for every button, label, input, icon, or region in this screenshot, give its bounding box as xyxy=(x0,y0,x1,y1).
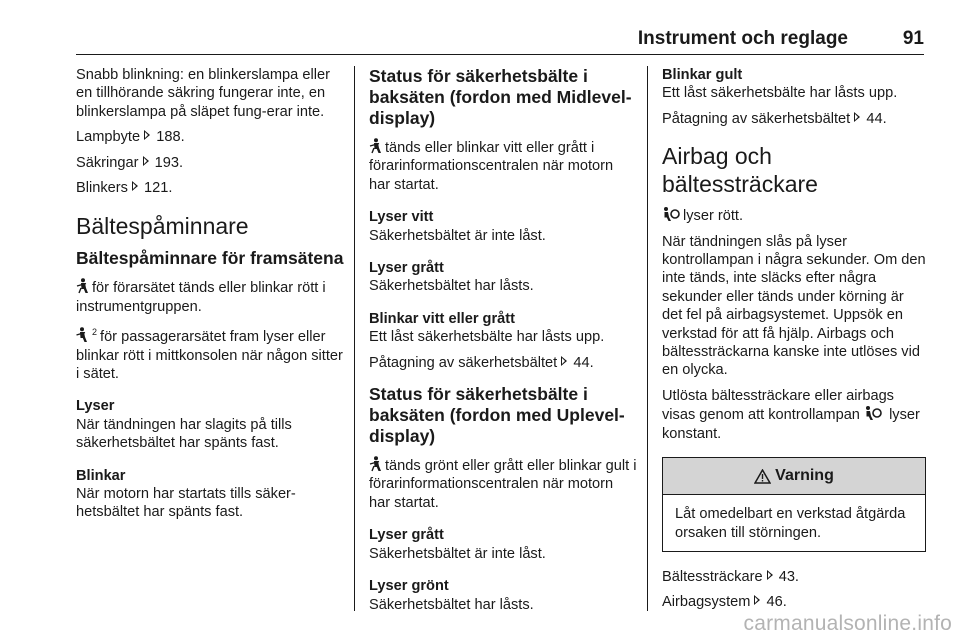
warning-body: Låt omedelbart en verkstad åtgärda orsaken till störningen. xyxy=(675,506,906,541)
subsection-heading-front-seats: Bältespåminnare för framsätena xyxy=(76,248,344,269)
xref-patagning[interactable]: Påtagning av säkerhetsbältet 44. xyxy=(662,110,887,127)
xref-blinkers[interactable]: Blinkers 121. xyxy=(76,180,173,197)
column-divider xyxy=(354,66,355,611)
label-lyser: Lyser xyxy=(76,398,115,415)
label-lyser-gratt: Lyser grått xyxy=(369,260,444,277)
paragraph-lyser: När tändningen har slagits på tills säkerhetsbältet har spänts fast. xyxy=(76,416,292,452)
warning-header xyxy=(663,458,925,495)
paragraph-lyser-rott: lyser rött. xyxy=(662,206,926,225)
cross-reference-arrow-icon xyxy=(144,130,150,140)
paragraph-passenger-seat: $^2$ för passagerarsätet fram lyser eller blinkar rött i mittkonsolen när någon sitter i sätet. xyxy=(76,327,343,382)
paragraph-driver-seat: för förarsätet tänds eller blinkar rött i instrumentgruppen. xyxy=(76,280,326,315)
cross-reference-arrow-icon xyxy=(143,156,149,166)
cross-reference-arrow-icon xyxy=(132,181,138,191)
paragraph-blinkar: När motorn har startats tills säker-hetsbältet har spänts fast. xyxy=(76,485,296,521)
warning-triangle-icon xyxy=(754,469,771,484)
label-blinkar-vitt: Blinkar vitt eller grått xyxy=(369,310,515,327)
cross-reference-arrow-icon xyxy=(561,356,567,366)
airbag-icon xyxy=(864,405,882,421)
paragraph-tandning: När tändningen slås på lyser kontrollampan i några sekunder. Om den inte tänds, inte släcks efter några sekunder eller tänds under körning är det fel på airbagsystemet. Uppsök en verkstad för att få hjälp. Airbags och bältessträckarna kanske inte utlöses vid en olycka. xyxy=(662,233,926,379)
xref-lampbyte[interactable]: Lampbyte 188. xyxy=(76,129,185,146)
paragraph-utlosta: Utlösta bältessträckare eller airbags visas genom att kontrollampan lyser konstant. xyxy=(662,387,920,442)
airbag-icon xyxy=(662,206,680,222)
page-number: 91 xyxy=(902,28,924,49)
page-title: Instrument och reglage xyxy=(637,28,848,49)
section-heading-belt-reminder: Bältespåminnare xyxy=(76,213,249,240)
paragraph-lyser-gratt: Säkerhetsbältet har låsts. xyxy=(369,278,534,295)
column-middle xyxy=(369,66,637,621)
label-blinkar: Blinkar xyxy=(76,467,126,484)
paragraph-blinkar-vitt: Ett låst säkerhetsbälte har låsts upp. xyxy=(369,329,605,346)
paragraph-lyser-vitt: Säkerhetsbältet är inte låst. xyxy=(369,227,546,244)
seatbelt-icon xyxy=(369,138,382,154)
xref-sakringar[interactable]: Säkringar 193. xyxy=(76,154,183,171)
xref-patagning[interactable]: Påtagning av säkerhetsbältet 44. xyxy=(369,354,594,371)
label-lyser-gratt: Lyser grått xyxy=(369,527,444,544)
column-divider xyxy=(647,66,648,611)
warning-title: Varning xyxy=(775,466,834,484)
cross-reference-arrow-icon xyxy=(854,112,860,122)
watermark: carmanualsonline.info xyxy=(743,612,952,635)
paragraph-fast-blinking: Snabb blinkning: en blinkerslampa eller en tillhörande säkring fungerar inte, en blinkerslampa på släpet fung-erar inte. xyxy=(76,67,330,120)
label-blinkar-gult: Blinkar gult xyxy=(662,67,743,83)
paragraph-uplevel: tänds grönt eller grått eller blinkar gult i förarinformationscentralen när motorn har startat. xyxy=(369,458,637,511)
column-left xyxy=(76,66,344,529)
seatbelt-icon xyxy=(76,327,89,343)
paragraph-midlevel: tänds eller blinkar vitt eller grått i förarinformationscentralen när motorn har startat. xyxy=(369,140,614,193)
label-lyser-vitt: Lyser vitt xyxy=(369,209,434,226)
paragraph-lyser-gront: Säkerhetsbältet har låsts. xyxy=(369,596,534,613)
subsection-heading-rear-uplevel: Status för säkerhetsbälte i baksäten (fordon med Uplevel-display) xyxy=(369,384,625,447)
column-right xyxy=(662,66,926,619)
seatbelt-icon xyxy=(76,278,89,294)
xref-baltessträckare[interactable]: Bältessträckare 43. xyxy=(662,568,799,585)
subsection-heading-rear-midlevel: Status för säkerhetsbälte i baksäten (fordon med Midlevel-display) xyxy=(369,66,632,128)
page-header xyxy=(76,24,924,55)
xref-airbagsystem[interactable]: Airbagsystem 46. xyxy=(662,594,787,611)
paragraph-blinkar-gult: Ett låst säkerhetsbälte har låsts upp. xyxy=(662,85,898,102)
warning-box xyxy=(662,457,926,552)
cross-reference-arrow-icon xyxy=(754,595,760,605)
label-lyser-gront: Lyser grönt xyxy=(369,578,449,595)
paragraph-lyser-gratt: Säkerhetsbältet är inte låst. xyxy=(369,545,546,562)
section-heading-airbag: Airbag och bältessträckare xyxy=(662,143,818,198)
seatbelt-icon xyxy=(369,456,382,472)
cross-reference-arrow-icon xyxy=(767,570,773,580)
